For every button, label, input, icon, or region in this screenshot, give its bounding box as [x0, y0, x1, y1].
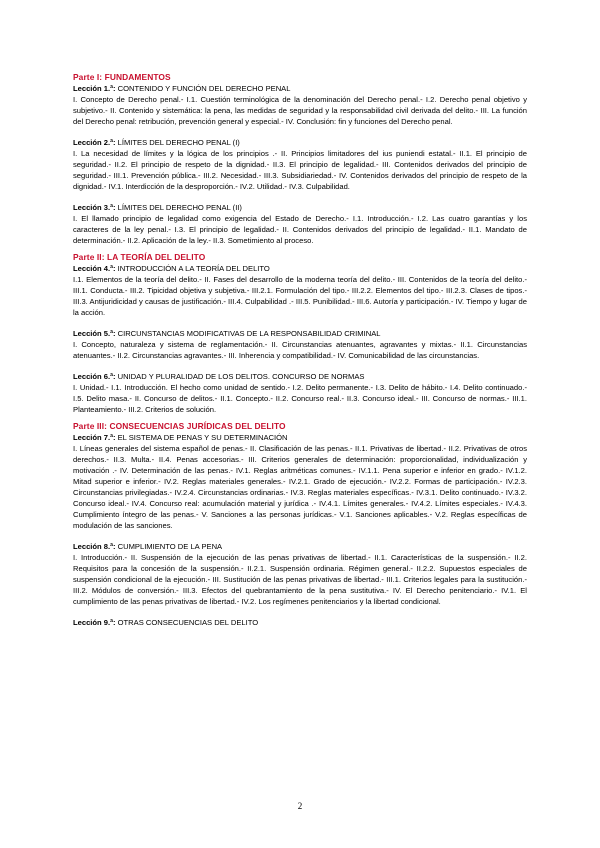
- lesson-heading: [73, 371, 527, 382]
- lesson-number: Lección 9.ª:: [73, 618, 116, 627]
- part-title: Parte III: CONSECUENCIAS JURÍDICAS DEL DELITO: [73, 421, 286, 431]
- lesson-7: [73, 432, 527, 531]
- part-title: Parte I: FUNDAMENTOS: [73, 72, 171, 82]
- lesson-body: I. La necesidad de límites y la lógica de los principios .- II. Principios limitadores del ius puniendi estatal.- II.1. El principio de seguridad.- II.2. El principio de respeto de la dignidad.- II.3. El principio de legalidad.- III. Contenidos derivados del principio de seguridad.- III.1. Prevención pública.- III.2. Necesidad.- III.3. Subsidiariedad.- IV. Contenidos derivados del principio de respeto de la dignidad.- IV.1. Interdicción de la desproporción.- IV.2. Utilidad.- IV.3. Culpabilidad.: [73, 149, 527, 191]
- lesson-heading: [73, 202, 527, 213]
- lesson-title: OTRAS CONSECUENCIAS DEL DELITO: [117, 618, 259, 627]
- lesson-6: [73, 371, 527, 415]
- lesson-1: [73, 83, 527, 127]
- lesson-heading: [73, 541, 527, 552]
- lesson-5: [73, 328, 527, 361]
- lesson-body: I.1. Elementos de la teoría del delito.- II. Fases del desarrollo de la moderna teoría del delito.- III. Contenidos de la teoría del delito.- III.1. Conducta.- III.2. Tipicidad objetiva y subjetiva.- III.2.1. Formulación del tipo.- III.2.2. Elementos del tipo.- III.2.3. Clases de tipos.- III.3. Antijuridicidad y causas de justificación.- III.4. Culpabilidad .- III.5. Punibilidad.- III.6. Autoría y participación.- IV. Tiempo y lugar de la acción.: [73, 275, 527, 317]
- lesson-number: Lección 2.ª:: [73, 138, 116, 147]
- lesson-number: Lección 8.ª:: [73, 542, 116, 551]
- lesson-heading: [73, 137, 527, 148]
- lesson-body: I. Unidad.- I.1. Introducción. El hecho como unidad de sentido.- I.2. Delito permanente.- I.3. Delito de hábito.- I.4. Delito continuado.- I.5. Delito masa.- II. Concurso de delitos.- II.1. Concepto.- II.2. Concurso real.- II.3. Concurso ideal.- III. Concurso de normas.- III.1. Planteamiento.- III.2. Criterios de solución.: [73, 383, 527, 414]
- lesson-number: Lección 4.ª:: [73, 264, 116, 273]
- lesson-heading: [73, 432, 527, 443]
- page-number: 2: [297, 801, 303, 811]
- lesson-2: [73, 137, 527, 192]
- lesson-heading: [73, 617, 527, 628]
- lesson-9: [73, 617, 527, 628]
- lesson-number: Lección 3.ª:: [73, 203, 116, 212]
- part-title: Parte II: LA TEORÍA DEL DELITO: [73, 252, 206, 262]
- lesson-title: CONTENIDO Y FUNCIÓN DEL DERECHO PENAL: [117, 84, 291, 93]
- lesson-title: UNIDAD Y PLURALIDAD DE LOS DELITOS. CONCURSO DE NORMAS: [117, 372, 365, 381]
- lesson-3: [73, 202, 527, 246]
- lesson-number: Lección 7.ª:: [73, 433, 116, 442]
- document-body: [73, 72, 527, 638]
- lesson-4: [73, 263, 527, 318]
- lesson-8: [73, 541, 527, 607]
- lesson-body: I. Introducción.- II. Suspensión de la ejecución de las penas privativas de libertad.- II.1. Características de la suspensión.- II.2. Requisitos para la concesión de la suspensión.- II.2.1. Suspensión ordinaria. Régimen general.- II.2.2. Supuestos especiales de suspensión condicional de la ejecución.- III. Sustitución de las penas privativas de libertad.- III.1. Criterios legales para la sustitución.- III.2. Módulos de conversión.- III.3. Efectos del quebrantamiento de la pena sustitutiva.- IV. El Derecho penitenciario.- IV.1. El cumplimiento de las penas privativas de libertad.- IV.2. Los regímenes penitenciarios y la libertad condicional.: [73, 553, 527, 606]
- lesson-title: LÍMITES DEL DERECHO PENAL (I): [117, 138, 240, 147]
- lesson-title: INTRODUCCIÓN A LA TEORÍA DEL DELITO: [117, 264, 270, 273]
- lesson-body: I. Concepto de Derecho penal.- I.1. Cuestión terminológica de la denominación del Derecho penal.- I.2. Derecho penal objetivo y subjetivo.- II. Contenido y sistemática: la pena, las medidas de seguridad y la responsabilidad civil derivada del delito.- III. La función del Derecho penal: retribución, prevención general y especial.- IV. Conclusión: fin y funciones del Derecho penal.: [73, 95, 527, 126]
- lesson-title: LÍMITES DEL DERECHO PENAL (II): [117, 203, 242, 212]
- lesson-body: I. Líneas generales del sistema español de penas.- II. Clasificación de las penas.- II.1. Privativas de libertad.- II.2. Privativas de otros derechos.- II.3. Multa.- II.4. Penas accesorias.- III. Criterios generales de determinación: proporcionalidad, individualización y motivación .- IV. Determinación de las penas.- IV.1. Reglas aritméticas comunes.- IV.1.1. Pena superior e inferior en grado.- IV.1.2. Mitad superior e inferior.- IV.2. Reglas materiales generales.- IV.2.1. Grado de ejecución.- IV.2.2. Formas de participación.- IV.2.3. Circunstancias privilegiadas.- IV.2.4. Circunstancias ordinarias.- IV.3. Reglas materiales específicas.- IV.3.1. Delito continuado.- IV.3.2. Concurso ideal.- IV.4. Concurso real: acumulación material y jurídica .- IV.4.1. Límites generales.- IV.4.2. Límites especiales.- IV.4.3. Cumplimiento íntegro de las penas.- V. Sanciones a las personas jurídicas.- V.1. Sanciones aplicables.- V.2. Reglas específicas de modulación de las sanciones.: [73, 444, 527, 530]
- lesson-number: Lección 6.ª:: [73, 372, 116, 381]
- lesson-heading: [73, 83, 527, 94]
- lesson-heading: [73, 263, 527, 274]
- lesson-body: I. El llamado principio de legalidad como exigencia del Estado de Derecho.- I.1. Introducción.- I.2. Las cuatro garantías y los caracteres de la ley penal.- I.3. El principio de legalidad.- II. Contenidos derivados del principio de legalidad.- II.1. Mandato de determinación.- II.2. Aplicación de la ley.- II.3. Sometimiento al proceso.: [73, 214, 527, 245]
- lesson-number: Lección 1.ª:: [73, 84, 116, 93]
- lesson-number: Lección 5.ª:: [73, 329, 116, 338]
- lesson-title: CIRCUNSTANCIAS MODIFICATIVAS DE LA RESPONSABILIDAD CRIMINAL: [117, 329, 381, 338]
- lesson-title: CUMPLIMIENTO DE LA PENA: [117, 542, 223, 551]
- lesson-title: EL SISTEMA DE PENAS Y SU DETERMINACIÓN: [117, 433, 288, 442]
- lesson-body: I. Concepto, naturaleza y sistema de reglamentación.- II. Circunstancias atenuantes, agravantes y mixtas.- II.1. Circunstancias atenuantes.- II.2. Circunstancias agravantes.- III. Inherencia y compatibilidad.- IV. Comunicabilidad de las circunstancias.: [73, 340, 527, 360]
- lesson-heading: [73, 328, 527, 339]
